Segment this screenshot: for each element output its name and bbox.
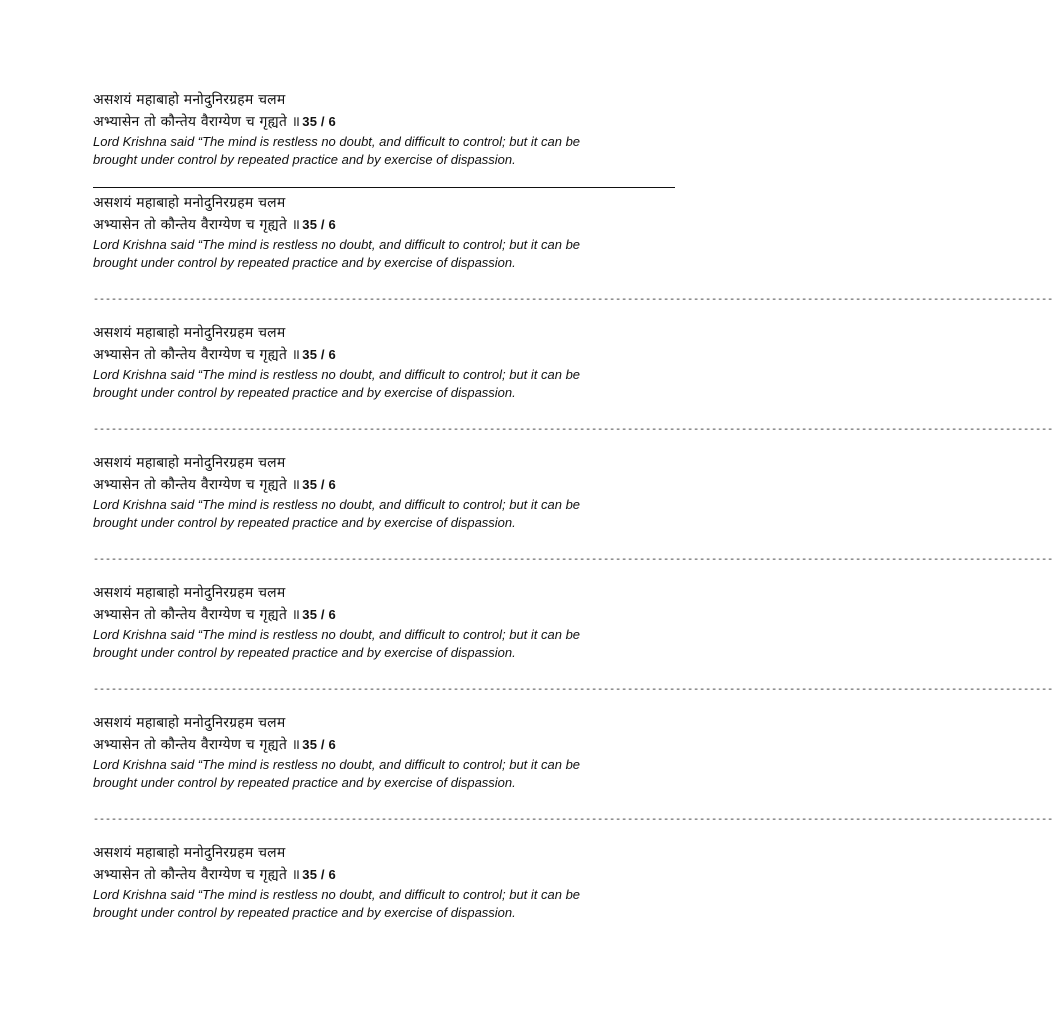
translation-line-1: Lord Krishna said “The mind is restless no doubt, and difficult to control; but it can be: [93, 887, 581, 902]
sanskrit-line-1: असशयं महाबाहो मनोदुनिरग्रहम चलम: [93, 455, 286, 471]
verse-block: [93, 712, 683, 792]
sanskrit-line-1: असशयं महाबाहो मनोदुनिरग्रहम चलम: [93, 92, 286, 108]
verse-reference: 35 / 6: [302, 114, 336, 129]
sanskrit-line-1: असशयं महाबाहो मनोदुनिरग्रहम चलम: [93, 325, 286, 341]
translation-line-2: brought under control by repeated practice and by exercise of dispassion.: [93, 385, 516, 400]
translation-line-1: Lord Krishna said “The mind is restless no doubt, and difficult to control; but it can be: [93, 134, 581, 149]
solid-divider: [93, 187, 675, 188]
sanskrit-line-1: असशयं महाबाहो मनोदुनिरग्रहम चलम: [93, 845, 286, 861]
sanskrit-line-2: [93, 344, 683, 366]
sanskrit-line-2-text: अभ्यासेन तो कौन्तेय वैराग्येण च गृह्यते ॥: [93, 477, 301, 493]
sanskrit-line-2: [93, 864, 683, 886]
verse-block: [93, 452, 683, 532]
verse-reference: 35 / 6: [302, 607, 336, 622]
sanskrit-line-2-text: अभ्यासेन तो कौन्तेय वैराग्येण च गृह्यते ॥: [93, 217, 301, 233]
dashed-divider: ----------------------------------------------------------------------------------------------------------------------------------------------------------------: [93, 555, 1053, 566]
verse-reference: 35 / 6: [302, 217, 336, 232]
translation-line-1: Lord Krishna said “The mind is restless no doubt, and difficult to control; but it can be: [93, 367, 581, 382]
translation-line-1: Lord Krishna said “The mind is restless no doubt, and difficult to control; but it can be: [93, 497, 581, 512]
dashed-divider: ----------------------------------------------------------------------------------------------------------------------------------------------------------------: [93, 425, 1053, 436]
translation-line-2: brought under control by repeated practice and by exercise of dispassion.: [93, 775, 516, 790]
sanskrit-line-2-text: अभ्यासेन तो कौन्तेय वैराग्येण च गृह्यते ॥: [93, 867, 301, 883]
verse-reference: 35 / 6: [302, 867, 336, 882]
translation-line-2: brought under control by repeated practice and by exercise of dispassion.: [93, 905, 516, 920]
verse-reference: 35 / 6: [302, 347, 336, 362]
verse-block: [93, 582, 683, 662]
translation-line-2: brought under control by repeated practice and by exercise of dispassion.: [93, 255, 516, 270]
verse-block: [93, 192, 683, 272]
translation-line-2: brought under control by repeated practice and by exercise of dispassion.: [93, 515, 516, 530]
sanskrit-line-2: [93, 214, 683, 236]
verse-block: [93, 89, 683, 169]
sanskrit-line-2-text: अभ्यासेन तो कौन्तेय वैराग्येण च गृह्यते ॥: [93, 114, 301, 130]
sanskrit-line-2: [93, 604, 683, 626]
sanskrit-line-1: असशयं महाबाहो मनोदुनिरग्रहम चलम: [93, 195, 286, 211]
sanskrit-line-1: असशयं महाबाहो मनोदुनिरग्रहम चलम: [93, 715, 286, 731]
translation-line-2: brought under control by repeated practice and by exercise of dispassion.: [93, 152, 516, 167]
sanskrit-line-1: असशयं महाबाहो मनोदुनिरग्रहम चलम: [93, 585, 286, 601]
dashed-divider: ----------------------------------------------------------------------------------------------------------------------------------------------------------------: [93, 295, 1053, 306]
translation-line-1: Lord Krishna said “The mind is restless no doubt, and difficult to control; but it can be: [93, 627, 581, 642]
sanskrit-line-2-text: अभ्यासेन तो कौन्तेय वैराग्येण च गृह्यते ॥: [93, 737, 301, 753]
sanskrit-line-2-text: अभ्यासेन तो कौन्तेय वैराग्येण च गृह्यते ॥: [93, 607, 301, 623]
dashed-divider: ----------------------------------------------------------------------------------------------------------------------------------------------------------------: [93, 685, 1053, 696]
translation-line-1: Lord Krishna said “The mind is restless no doubt, and difficult to control; but it can be: [93, 757, 581, 772]
sanskrit-line-2: [93, 111, 683, 133]
translation-line-2: brought under control by repeated practice and by exercise of dispassion.: [93, 645, 516, 660]
verse-block: [93, 322, 683, 402]
verse-reference: 35 / 6: [302, 737, 336, 752]
sanskrit-line-2: [93, 474, 683, 496]
dashed-divider: ----------------------------------------------------------------------------------------------------------------------------------------------------------------: [93, 815, 1053, 826]
sanskrit-line-2-text: अभ्यासेन तो कौन्तेय वैराग्येण च गृह्यते ॥: [93, 347, 301, 363]
sanskrit-line-2: [93, 734, 683, 756]
verse-reference: 35 / 6: [302, 477, 336, 492]
translation-line-1: Lord Krishna said “The mind is restless no doubt, and difficult to control; but it can be: [93, 237, 581, 252]
verse-block: [93, 842, 683, 922]
